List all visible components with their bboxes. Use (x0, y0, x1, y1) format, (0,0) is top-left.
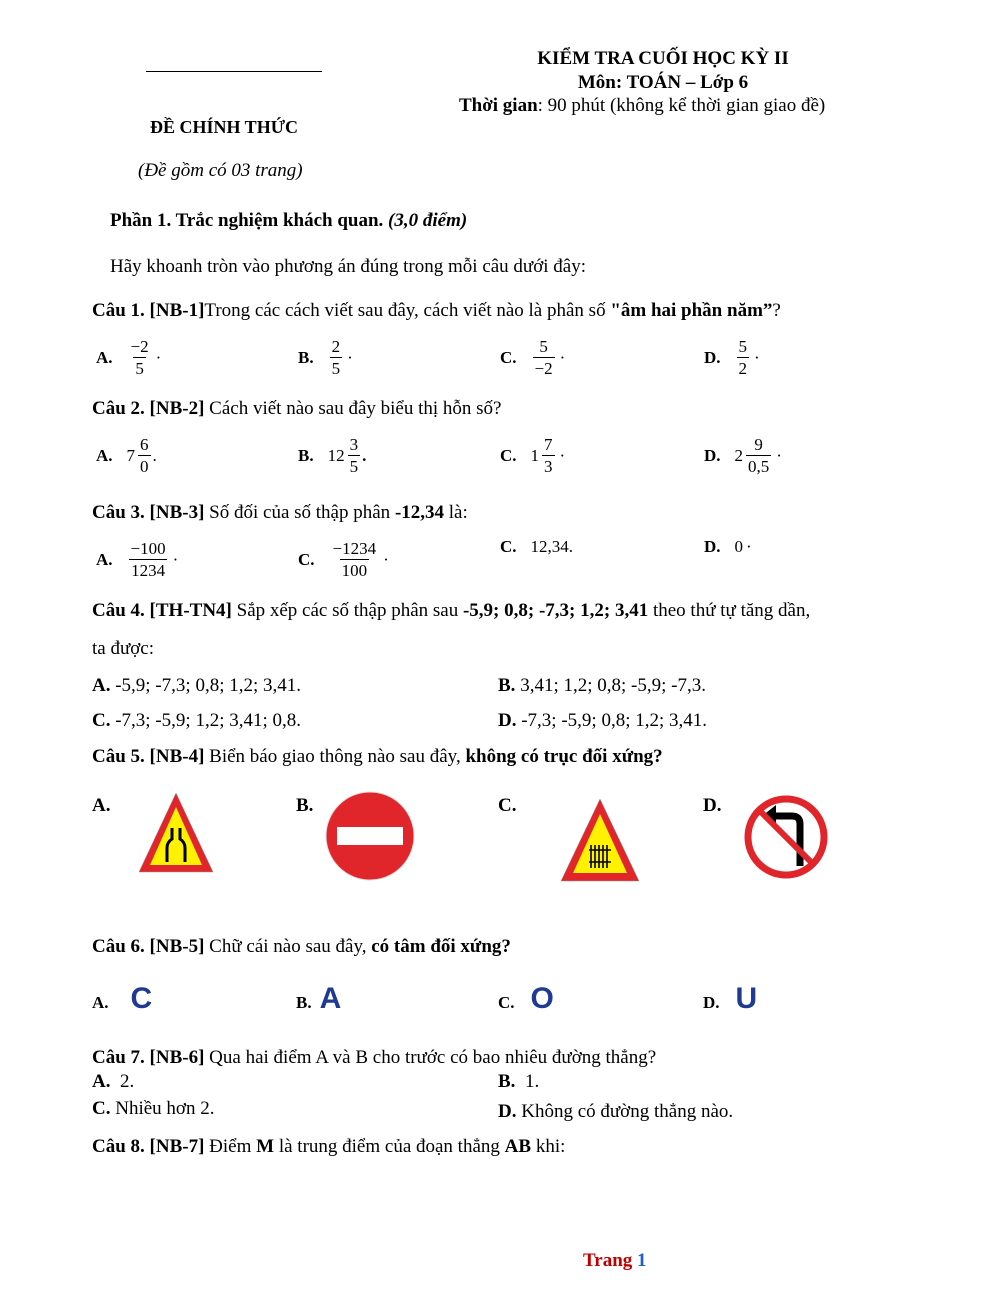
no-left-turn-sign-icon[interactable] (744, 792, 828, 882)
q6-option-b[interactable]: B. A (296, 982, 342, 1015)
exam-subject: Môn: TOÁN – Lớp 6 (577, 72, 749, 93)
q3-option-a[interactable]: A. $\frac{-100}{1234}$ · (96, 539, 179, 581)
question-1: Câu 1. [NB-1]Trong các cách viết sau đây, cách viết nào là phân số "âm hai phần năm”? (92, 300, 781, 321)
question-8: Câu 8. [NB-7] Điểm M là trung điểm của đoạn thẳng AB khi: (92, 1136, 566, 1157)
q5-option-c-label[interactable]: C. (498, 795, 517, 816)
question-4: Câu 4. [TH-TN4] Sắp xếp các số thập phân sau -5,9; 0,8; -7,3; 1,2; 3,41 theo thứ tự tăng dần, (92, 600, 811, 621)
part1-title: Phần 1. Trắc nghiệm khách quan. (3,0 điểm) (110, 210, 468, 231)
q3-option-c[interactable]: C. 12,34. (500, 537, 574, 556)
q2-option-d[interactable]: D. 2 $\frac{9}{0,5}$ · (704, 435, 782, 477)
q4-option-a[interactable]: A. -5,9; -7,3; 0,8; 1,2; 3,41. (92, 675, 302, 696)
question-6: Câu 6. [NB-5] Chữ cái nào sau đây, có tâm đối xứng? (92, 936, 511, 957)
q3-option-d[interactable]: D. 0 · (704, 537, 752, 556)
q7-option-a[interactable]: A. 2. (92, 1071, 135, 1092)
q6-option-c[interactable]: C. O (498, 982, 554, 1015)
q5-option-b-label[interactable]: B. (296, 795, 314, 816)
q1-option-b[interactable]: B. $\frac{2}{5}$ · (298, 337, 353, 379)
no-entry-sign-icon[interactable] (324, 790, 416, 882)
q2-option-c[interactable]: C. 1 $\frac{7}{3}$ · (500, 435, 566, 477)
q5-option-d-label[interactable]: D. (703, 795, 722, 816)
question-3: Câu 3. [NB-3] Số đối của số thập phân -12,34 là: (92, 502, 468, 523)
q1-option-a[interactable]: A. $\frac{-2}{5}$ · (96, 337, 162, 379)
q7-option-d[interactable]: D. Không có đường thẳng nào. (498, 1101, 734, 1122)
part1-instruction: Hãy khoanh tròn vào phương án đúng trong mỗi câu dưới đây: (110, 256, 587, 277)
q5-option-a-label[interactable]: A. (92, 795, 111, 816)
q1-option-c[interactable]: C. $\frac{5}{-2}$ · (500, 337, 566, 379)
question-5: Câu 5. [NB-4] Biển báo giao thông nào sau đây, không có trục đối xứng? (92, 746, 663, 767)
official-label: ĐỀ CHÍNH THỨC (150, 117, 299, 137)
q7-option-c[interactable]: C. Nhiều hơn 2. (92, 1098, 215, 1119)
exam-title: KIỂM TRA CUỐI HỌC KỲ II (537, 48, 789, 69)
q6-option-a[interactable]: A. C (92, 982, 153, 1015)
exam-time: Thời gian: 90 phút (không kể thời gian giao đề) (459, 95, 826, 116)
q2-option-a[interactable]: A. 7 $\frac{6}{0}$ . (96, 435, 157, 477)
pages-note: (Đề gồm có 03 trang) (138, 160, 303, 181)
q3-option-b[interactable]: C. $\frac{-1234}{100}$ · (298, 539, 389, 581)
q6-option-d[interactable]: D. U (703, 982, 758, 1015)
narrow-road-warning-sign-icon[interactable] (136, 790, 216, 876)
header-rule (146, 71, 322, 72)
question-2: Câu 2. [NB-2] Cách viết nào sau đây biểu thị hỗn số? (92, 398, 502, 419)
page-footer: Trang 1 (583, 1250, 647, 1271)
q1-option-d[interactable]: D. $\frac{5}{2}$ · (704, 337, 760, 379)
q7-option-b[interactable]: B. 1. (498, 1071, 540, 1092)
q2-option-b[interactable]: B. 12 $\frac{3}{5}$ . (298, 435, 367, 477)
railway-crossing-warning-sign-icon[interactable] (558, 796, 642, 884)
question-4-continued: ta được: (92, 638, 155, 659)
q4-option-d[interactable]: D. -7,3; -5,9; 0,8; 1,2; 3,41. (498, 710, 708, 731)
question-7: Câu 7. [NB-6] Qua hai điểm A và B cho trước có bao nhiêu đường thẳng? (92, 1047, 657, 1068)
q4-option-b[interactable]: B. 3,41; 1,2; 0,8; -5,9; -7,3. (498, 675, 706, 696)
q4-option-c[interactable]: C. -7,3; -5,9; 1,2; 3,41; 0,8. (92, 710, 302, 731)
